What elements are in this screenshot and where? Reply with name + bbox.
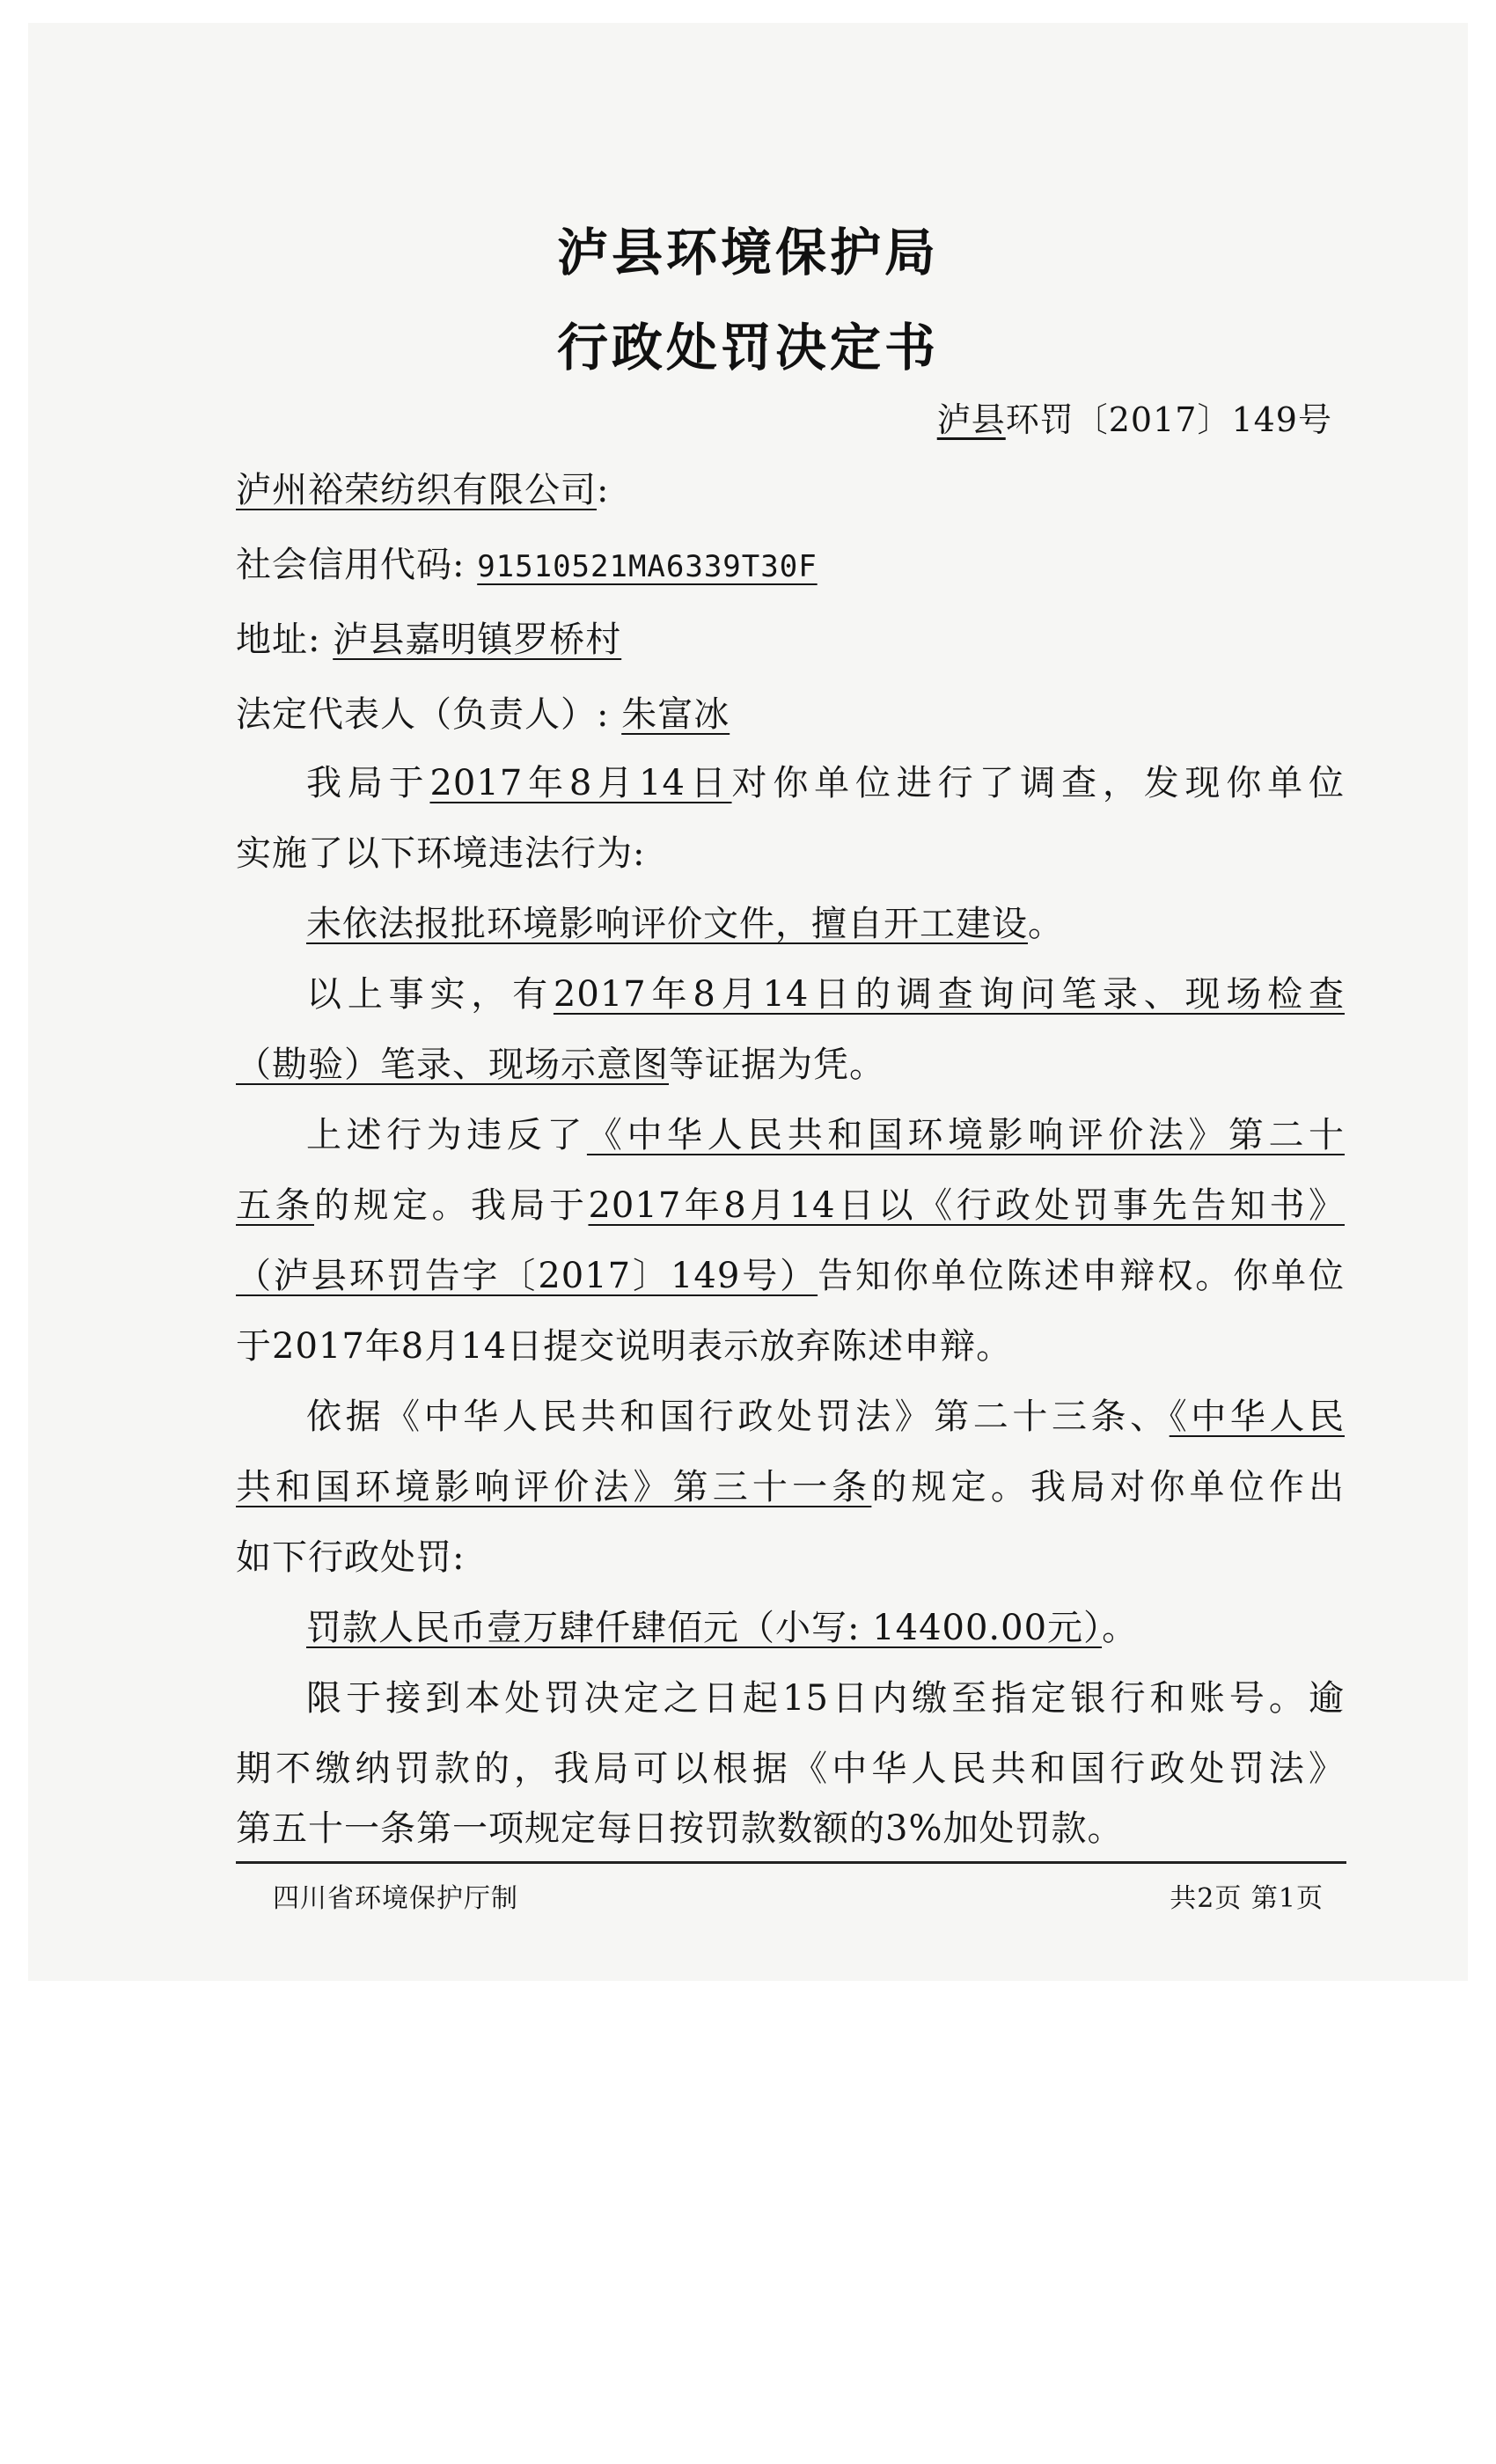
paragraph-5-line-1: 限于接到本处罚决定之日起15日内缴至指定银行和账号。逾 xyxy=(306,1678,1345,1719)
address-value: 泸县嘉明镇罗桥村 xyxy=(333,620,622,660)
paragraph-4-line-1 xyxy=(306,1389,1345,1439)
paragraph-5-line-2: 期不缴纳罚款的，我局可以根据《中华人民共和国行政处罚法》 xyxy=(236,1749,1345,1789)
document-title-type: 行政处罚决定书 xyxy=(556,318,939,378)
legal-rep-line xyxy=(236,686,1345,737)
violation-text: 未依法报批环境影响评价文件，擅自开工建设 xyxy=(306,904,1028,944)
paragraph-2-line-2 xyxy=(236,1037,1345,1087)
p3-tail: 告知你单位陈述申辩权。你单位 xyxy=(818,1256,1345,1296)
investigation-date: 2017年8月14日 xyxy=(429,763,732,803)
credit-code-label: 社会信用代码: xyxy=(236,545,466,585)
paragraph-1-line-2: 实施了以下环境违法行为: xyxy=(236,833,646,874)
document-number-agency: 泸县 xyxy=(936,400,1006,439)
paragraph-4-line-3: 如下行政处罚: xyxy=(236,1537,466,1578)
document-number-code: 环罚〔2017〕149号 xyxy=(1005,400,1332,439)
legal-rep-label: 法定代表人（负责人）: xyxy=(236,694,610,735)
document-number xyxy=(937,392,1332,441)
paragraph-3-line-3 xyxy=(236,1248,1345,1298)
prior-notice-part-1: 2017年8月14日以《行政处罚事先告知书》 xyxy=(588,1185,1346,1226)
paragraph-2-line-1 xyxy=(306,966,1345,1016)
p3-prefix: 上述行为违反了 xyxy=(306,1115,587,1155)
p4-suffix: 的规定。我局对你单位作出 xyxy=(871,1467,1346,1507)
violation-end: 。 xyxy=(1028,904,1064,944)
recipient-company-line xyxy=(236,462,1345,512)
address-label: 地址: xyxy=(236,620,321,660)
paragraph-5-line-3: 第五十一条第一项规定每日按罚款数额的3%加处罚款。 xyxy=(236,1808,1124,1849)
paragraph-3-line-1 xyxy=(306,1107,1345,1157)
footer-page-count: 共2页 第1页 xyxy=(1170,1883,1324,1914)
p2-prefix: 以上事实，有 xyxy=(306,974,554,1015)
penalty-amount: 罚款人民币壹万肆仟肆佰元（小写: 14400.00元） xyxy=(306,1608,1103,1648)
penalty-basis-law-part-1: 《中华人民 xyxy=(1169,1397,1346,1437)
violation-line xyxy=(306,896,1345,946)
violated-law-part-2: 五条 xyxy=(236,1185,314,1226)
p3-mid: 的规定。我局于 xyxy=(314,1185,589,1226)
paragraph-3-line-2 xyxy=(236,1177,1345,1228)
recipient-company: 泸州裕荣纺织有限公司 xyxy=(236,470,597,510)
paragraph-1-line-1 xyxy=(306,755,1345,805)
p2-suffix: 等证据为凭。 xyxy=(669,1045,885,1085)
penalty-basis-law-part-2: 共和国环境影响评价法》第三十一条 xyxy=(236,1467,872,1507)
prior-notice-part-2: （泸县环罚告字〔2017〕149号） xyxy=(236,1256,818,1296)
recipient-company-colon: : xyxy=(597,470,610,510)
paragraph-3-line-4: 于2017年8月14日提交说明表示放弃陈述申辩。 xyxy=(236,1326,1013,1367)
credit-code-line xyxy=(236,537,1345,587)
footer-issuer: 四川省环境保护厅制 xyxy=(273,1883,518,1914)
footer-divider xyxy=(236,1861,1346,1864)
p4-prefix: 依据《中华人民共和国行政处罚法》第二十三条、 xyxy=(306,1397,1170,1437)
evidence-part-1: 2017年8月14日的调查询问笔录、现场检查 xyxy=(553,974,1345,1015)
p1-suffix: 对你单位进行了调查，发现你单位 xyxy=(731,763,1346,803)
credit-code-value: 91510521MA6339T30F xyxy=(477,549,818,584)
p1-prefix: 我局于 xyxy=(306,763,430,803)
address-line xyxy=(236,612,1345,662)
penalty-line xyxy=(306,1600,1345,1650)
document-title-agency: 泸县环境保护局 xyxy=(556,223,939,282)
evidence-part-2: （勘验）笔录、现场示意图 xyxy=(236,1045,669,1085)
penalty-end: 。 xyxy=(1102,1608,1139,1648)
legal-rep-value: 朱富冰 xyxy=(621,694,730,735)
violated-law-part-1: 《中华人民共和国环境影响评价法》第二十 xyxy=(586,1115,1346,1155)
paragraph-4-line-2 xyxy=(236,1459,1345,1509)
